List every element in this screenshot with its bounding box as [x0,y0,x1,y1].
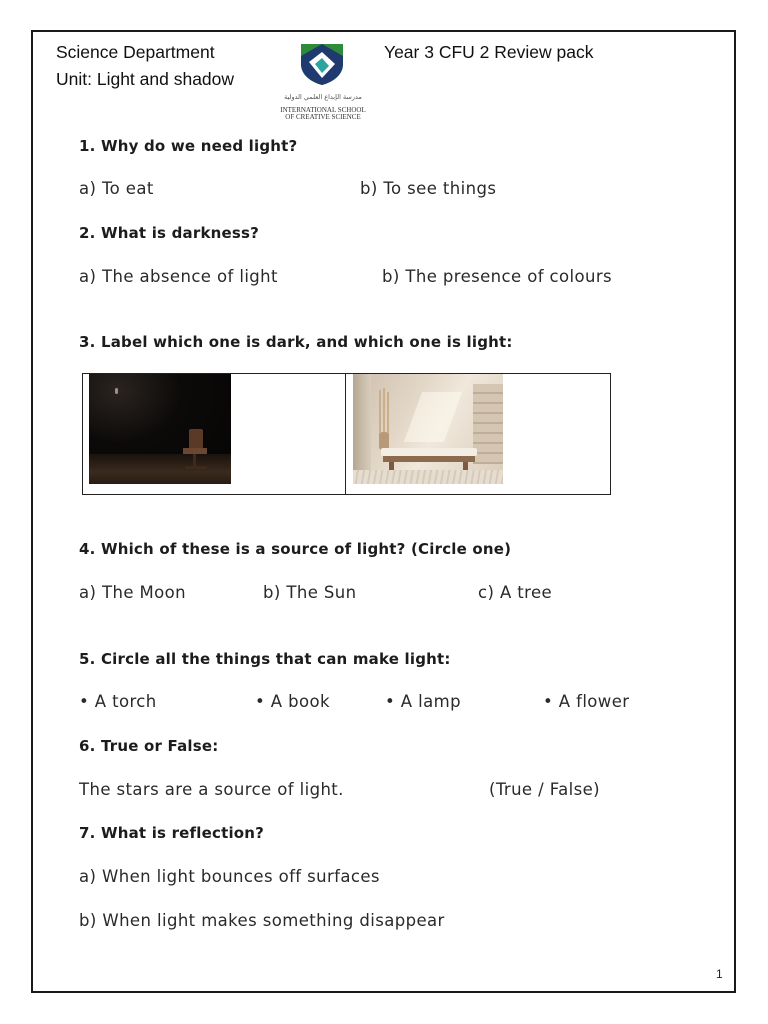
question-7: 7. What is reflection? [79,824,265,842]
question-4: 4. Which of these is a source of light? (Circle one) [79,540,512,558]
unit-label: Unit: Light and shadow [56,69,235,89]
bench-leg [389,462,394,470]
q4-option-b[interactable]: b) The Sun [263,583,357,602]
school-logo [276,41,370,126]
q7-option-b[interactable]: b) When light makes something disappear [79,911,445,930]
dark-room-photo [89,374,231,484]
q6-true-false-choice[interactable]: (True / False) [489,780,600,799]
chair-shape [189,429,203,449]
school-shield-icon [299,42,345,86]
q4-option-a[interactable]: a) The Moon [79,583,187,602]
q2-option-a[interactable]: a) The absence of light [79,267,278,286]
q1-option-b[interactable]: b) To see things [360,179,497,198]
logo-english-text [276,107,370,121]
q5-item-torch[interactable]: • A torch [79,692,157,711]
table-divider [345,374,346,494]
chair-base-shape [185,466,207,469]
q5-item-flower[interactable]: • A flower [543,692,630,711]
logo-arabic-text: مدرسة الإبداع العلمي الدولية [284,93,362,101]
bench-leg [463,462,468,470]
question-5: 5. Circle all the things that can make light: [79,650,451,668]
q1-option-a[interactable]: a) To eat [79,179,154,198]
department-label: Science Department [56,42,215,62]
stairs-shape [473,384,503,464]
q4-option-c[interactable]: c) A tree [478,583,553,602]
bulb-shape [115,388,118,394]
q2-option-b[interactable]: b) The presence of colours [382,267,613,286]
q7-option-a[interactable]: a) When light bounces off surfaces [79,867,380,886]
sunlight-patch [404,392,462,442]
window-shape [353,374,371,484]
label-table [82,373,611,495]
question-6: 6. True or False: [79,737,219,755]
logo-english-line2: OF CREATIVE SCIENCE [285,113,361,121]
page-border [31,30,736,993]
q6-statement: The stars are a source of light. [79,780,344,799]
bench-cushion [381,448,477,456]
question-2: 2. What is darkness? [79,224,260,242]
floor-shape [89,454,231,484]
rug-shape [353,470,503,484]
question-3: 3. Label which one is dark, and which one is light: [79,333,513,351]
question-1: 1. Why do we need light? [79,137,298,155]
logo-english-line1: INTERNATIONAL SCHOOL [280,106,366,114]
pack-title: Year 3 CFU 2 Review pack [384,42,594,62]
q5-item-lamp[interactable]: • A lamp [385,692,461,711]
light-room-photo [353,374,503,484]
bench-base [383,456,475,462]
page-number: 1 [716,967,723,981]
reeds-shape [383,388,385,434]
q5-item-book[interactable]: • A book [255,692,330,711]
